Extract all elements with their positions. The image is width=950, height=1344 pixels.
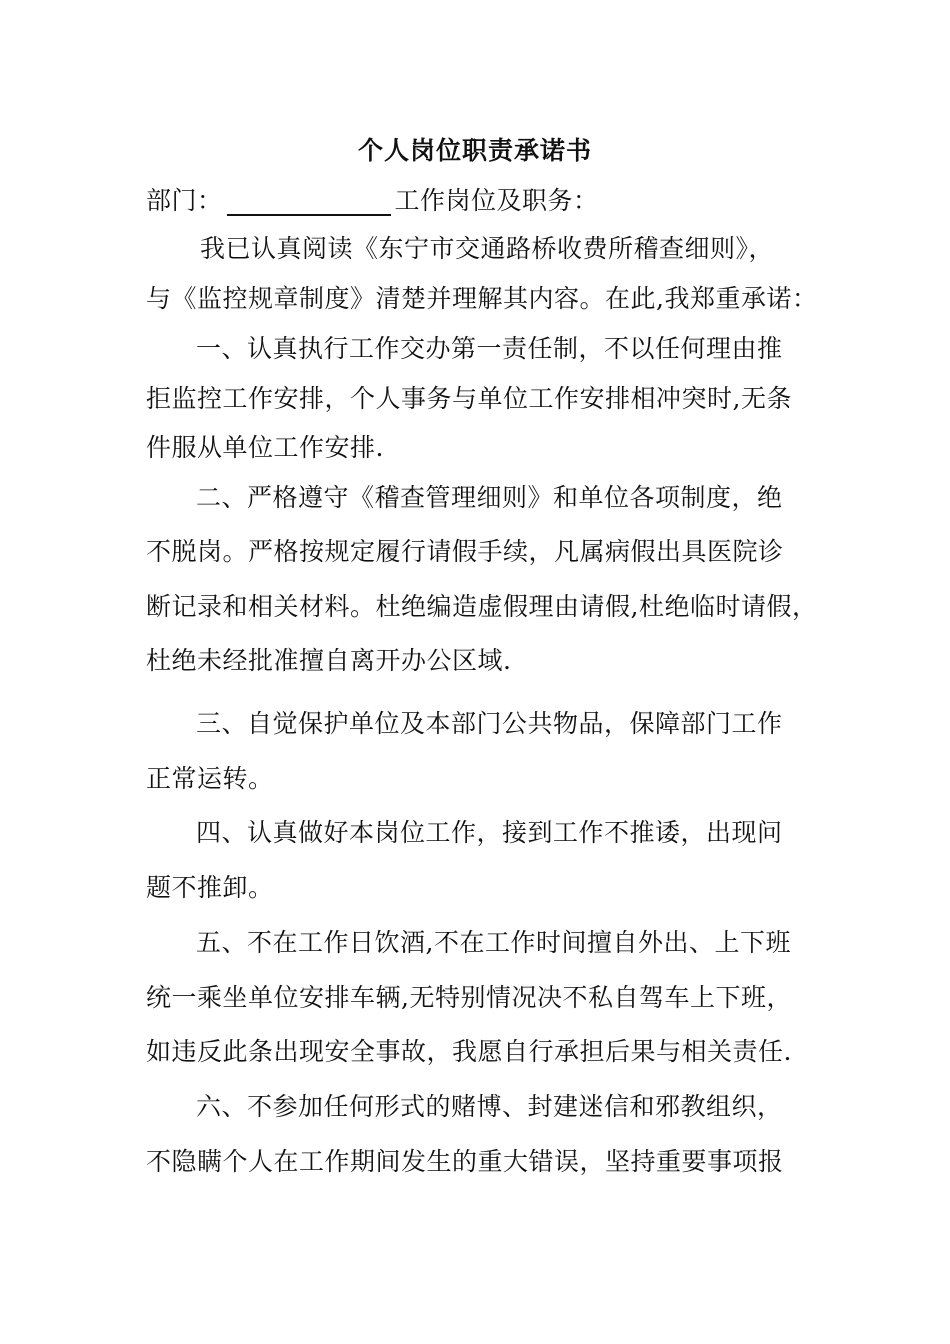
text-line: 四、认真做好本岗位工作，接到工作不推诿，出现问 [196,818,783,847]
text-line: 六、不参加任何形式的赌博、封建迷信和邪教组织， [196,1092,783,1121]
text-line: 拒监控工作安排，个人事务与单位工作安排相冲突时,无条 [146,384,792,413]
text-line: 五、不在工作日饮酒,不在工作时间擅自外出、上下班 [196,928,791,957]
text-line: 件服从单位工作安排. [146,433,384,462]
text-line: 与《监控规章制度》清楚并理解其内容。在此,我郑重承诺： [146,284,818,313]
document-title: 个人岗位职责承诺书 [357,136,592,165]
text-line: 不隐瞒个人在工作期间发生的重大错误，坚持重要事项报 [146,1147,784,1176]
text-line: 杜绝未经批准擅自离开办公区域. [146,646,512,675]
text-line: 一、认真执行工作交办第一责任制，不以任何理由推 [196,334,783,363]
text-line: 我已认真阅读《东宁市交通路桥收费所稽查细则》， [200,234,775,263]
text-line: 正常运转。 [146,764,274,793]
text-line: 不脱岗。严格按规定履行请假手续，凡属病假出具医院诊 [146,537,784,566]
text-line: 三、自觉保护单位及本部门公共物品，保障部门工作 [196,709,783,738]
text-line: 如违反此条出现安全事故，我愿自行承担后果与相关责任. [146,1037,792,1066]
department-label: 部门： [146,186,223,215]
text-line: 断记录和相关材料。杜绝编造虚假理由请假,杜绝临时请假， [146,592,818,621]
header-line [146,186,599,216]
text-line: 统一乘坐单位安排车辆,无特别情况决不私自驾车上下班， [146,983,792,1012]
text-line: 题不推卸。 [146,873,274,902]
position-label: 工作岗位及职务： [394,186,599,215]
text-line: 二、严格遵守《稽查管理细则》和单位各项制度，绝 [196,483,783,512]
department-blank [227,192,391,216]
